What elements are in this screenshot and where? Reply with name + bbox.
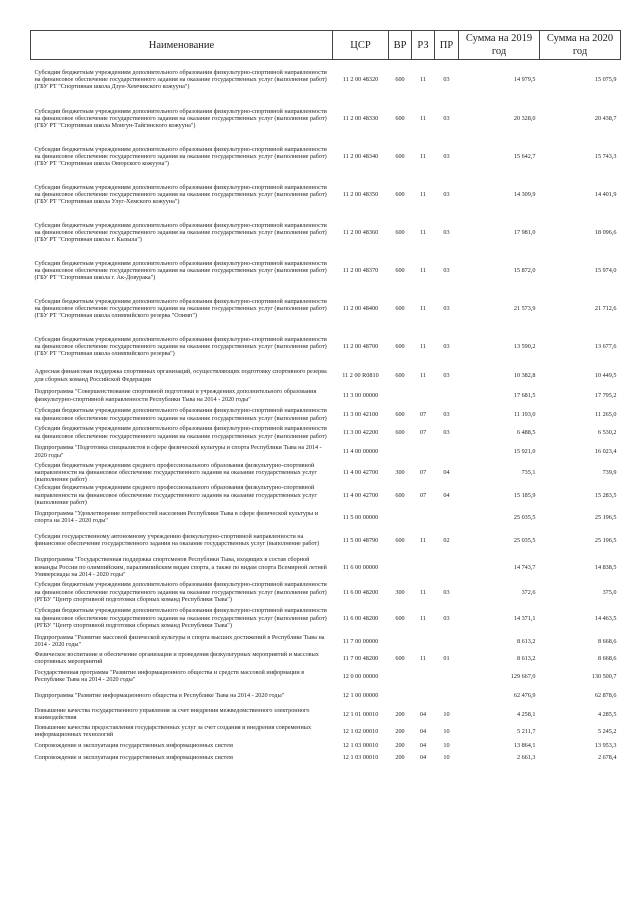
row-name: Субсидии бюджетным учреждениям дополнительного образования физкультурно-спортивной направленности на финансовое обеспечение государственного задания на оказание государственных услуг (выполнение работ) (ГБУ РТ "Спортивная школа олимпийского резерва "Олимп") — [34, 297, 327, 320]
row-name: Субсидии бюджетным учреждениям дополнительного образования физкультурно-спортивной направленности на финансовое обеспечение государственного задания на оказание государственных услуг (выполнение работ) (РГБУ "Центр спортивной подготовки сборных команд Республики Тыва") — [34, 607, 327, 630]
row-vr: 600 — [395, 114, 405, 122]
row-name: Субсидии государственному автономному учреждению физкультурно-спортивной направленности на финансовое обеспечение государственного задания на оказание государственных услуг (выполнение работ) — [34, 533, 320, 548]
row-pr — [435, 633, 459, 649]
row-rz: 11 — [420, 114, 426, 122]
table-row — [31, 723, 621, 739]
row-sum-2019: 15 642,7 — [513, 152, 536, 160]
table-row — [31, 705, 621, 723]
row-pr: 03 — [443, 266, 450, 274]
table-row — [31, 60, 621, 100]
row-name: Субсидии бюджетным учреждениям дополнительного образования физкультурно-спортивной направленности на финансовое обеспечение государственного задания на оказание государственных услуг (выполнение работ) (РГБУ "Центр спортивной подготовки сборных команд Республики Тыва") — [34, 581, 327, 604]
row-rz: 11 — [420, 654, 426, 662]
row-name: Субсидии бюджетным учреждениям дополнительного образования физкультурно-спортивной направленности на финансовое обеспечение государственного задания на оказание государственных услуг (выполнение работ) — [34, 407, 327, 422]
table-header-row — [31, 31, 621, 60]
row-csr: 11 6 00 00000 — [342, 563, 379, 571]
row-name: Подпрограмма "Государственная поддержка спортсменов Республики Тыва, входящих в состав сборной команды России по олимпийским, паралимпийским видам спорта, а также по видам спорта Всемирной летней Универсиады на 2014 - 2020 годы" — [34, 556, 327, 579]
row-rz: 11 — [420, 190, 426, 198]
row-sum-2020: 21 712,6 — [594, 304, 617, 312]
row-vr: 200 — [395, 710, 405, 718]
row-rz — [412, 386, 435, 406]
row-sum-2020: 8 668,6 — [597, 637, 617, 645]
table-row — [31, 328, 621, 366]
row-pr: 03 — [443, 614, 450, 622]
row-vr: 600 — [395, 228, 405, 236]
table-body — [31, 60, 621, 764]
row-pr — [435, 667, 459, 685]
table-row — [31, 649, 621, 667]
row-vr — [389, 442, 412, 462]
table-row — [31, 581, 621, 603]
header-sum-2019: Сумма на 2019 год — [459, 31, 540, 60]
row-pr — [435, 442, 459, 462]
row-sum-2020: 14 401,9 — [594, 190, 617, 198]
header-vr: ВР — [389, 31, 412, 60]
row-sum-2019: 15 921,0 — [513, 447, 536, 455]
row-vr: 600 — [395, 152, 405, 160]
row-name: Адресная финансовая поддержка спортивных организаций, осуществляющих подготовку спортивного резерва для сборных команд Российской Федерации — [34, 368, 327, 383]
row-sum-2020: 11 265,0 — [595, 410, 617, 418]
row-sum-2020: 15 283,5 — [594, 491, 617, 499]
row-rz: 11 — [420, 342, 426, 350]
row-name: Субсидии бюджетным учреждениям среднего профессионального образования физкультурно-спортивной направленности на финансовое обеспечение государственного задания на оказание государственных услуг (выполнение работ) — [34, 484, 317, 507]
row-name: Повышение качества государственного управления за счет внедрения межведомственного электронного взаимодействия — [34, 707, 310, 722]
header-pr: ПР — [435, 31, 459, 60]
row-sum-2019: 372,6 — [521, 588, 536, 596]
row-vr: 200 — [395, 727, 405, 735]
table-row — [31, 527, 621, 553]
row-sum-2019: 8 613,2 — [516, 654, 536, 662]
row-rz: 07 — [419, 410, 427, 418]
table-row — [31, 290, 621, 328]
row-sum-2019: 4 258,1 — [516, 710, 536, 718]
row-sum-2020: 2 678,4 — [597, 753, 617, 761]
row-sum-2019: 2 661,3 — [516, 753, 536, 761]
row-rz: 11 — [420, 76, 426, 84]
row-sum-2019: 25 035,5 — [513, 513, 536, 521]
row-vr: 600 — [395, 536, 405, 544]
table-row — [31, 507, 621, 527]
table-row — [31, 442, 621, 462]
row-vr: 200 — [395, 753, 405, 761]
table-row — [31, 138, 621, 176]
budget-table — [30, 30, 621, 763]
row-name: Подпрограмма "Удовлетворение потребностей населения Республики Тыва в сфере физической культуры и спорта на 2014 - 2020 годы" — [34, 510, 319, 525]
row-vr: 600 — [395, 342, 405, 350]
row-csr: 11 3 00 42200 — [342, 428, 379, 436]
row-csr: 12 1 01 00010 — [342, 710, 379, 718]
table-row — [31, 751, 621, 763]
row-rz: 11 — [420, 614, 426, 622]
row-pr: 03 — [443, 588, 450, 596]
row-csr: 11 2 00 48360 — [342, 228, 379, 236]
row-csr: 11 2 00 R0810 — [342, 371, 379, 379]
row-pr: 04 — [443, 491, 450, 499]
row-csr: 11 4 00 00000 — [342, 447, 379, 455]
budget-table-page — [30, 30, 620, 763]
row-sum-2019: 17 981,0 — [513, 228, 536, 236]
row-sum-2019: 17 681,5 — [513, 391, 536, 399]
row-vr: 300 — [395, 468, 405, 476]
row-name: Подпрограмма "Развитие информационного общества в Республике Тыва на 2014 - 2020 годы" — [34, 691, 285, 699]
row-csr: 11 6 00 48200 — [342, 614, 379, 622]
row-name: Субсидии бюджетным учреждениям дополнительного образования физкультурно-спортивной направленности на финансовое обеспечение государственного задания на оказание государственных услуг (выполнение работ) (ГБУ РТ "Спортивная школа Монгун-Тайгинского кожууна") — [34, 107, 327, 130]
row-rz: 11 — [420, 152, 426, 160]
table-row — [31, 667, 621, 685]
row-sum-2020: 375,0 — [602, 588, 617, 596]
row-name: Субсидии бюджетным учреждениям дополнительного образования физкультурно-спортивной направленности на финансовое обеспечение государственного задания на оказание государственных услуг (выполнение работ) — [34, 425, 327, 440]
row-sum-2020: 18 096,6 — [594, 228, 617, 236]
table-row — [31, 252, 621, 290]
row-sum-2020: 13 677,6 — [594, 342, 617, 350]
row-pr — [435, 507, 459, 527]
row-vr: 600 — [395, 190, 405, 198]
table-row — [31, 176, 621, 214]
table-row — [31, 739, 621, 751]
table-row — [31, 214, 621, 252]
row-vr: 300 — [395, 588, 405, 596]
row-pr: 03 — [443, 410, 450, 418]
row-sum-2019: 8 613,2 — [516, 637, 536, 645]
row-sum-2019: 25 035,5 — [513, 536, 536, 544]
row-sum-2020: 15 974,0 — [594, 266, 617, 274]
row-name: Государственная программа "Развитие информационного общества и средств массовой информации в Республике Тыва на 2014 - 2020 годы" — [34, 669, 305, 684]
row-pr: 10 — [443, 727, 450, 735]
row-csr: 11 7 00 48200 — [342, 654, 379, 662]
row-csr: 11 2 00 48340 — [342, 152, 379, 160]
row-sum-2019: 15 872,0 — [513, 266, 536, 274]
row-sum-2019: 14 743,7 — [513, 563, 536, 571]
table-row — [31, 366, 621, 386]
row-vr — [389, 553, 412, 581]
row-pr: 03 — [443, 228, 450, 236]
row-sum-2020: 16 023,4 — [594, 447, 617, 455]
row-name: Субсидии бюджетным учреждениям дополнительного образования физкультурно-спортивной направленности на финансовое обеспечение государственного задания на оказание государственных услуг (выполнение работ) (ГБУ РТ "Спортивная школа Дзун-Хемчикского кожууна") — [34, 68, 327, 91]
row-name: Субсидии бюджетным учреждениям дополнительного образования физкультурно-спортивной направленности на финансовое обеспечение государственного задания на оказание государственных услуг (выполнение работ) (ГБУ РТ "Спортивная школа Улуг-Хемского кожууна") — [34, 183, 327, 206]
row-name: Субсидии бюджетным учреждениям дополнительного образования физкультурно-спортивной направленности на финансовое обеспечение государственного задания на оказание государственных услуг (выполнение работ) (ГБУ РТ "Спортивная школа олимпийского резерва") — [34, 335, 327, 358]
row-rz — [412, 507, 435, 527]
row-pr — [435, 553, 459, 581]
row-csr: 11 3 00 42100 — [342, 410, 379, 418]
row-sum-2020: 130 500,7 — [591, 672, 617, 680]
row-sum-2020: 14 838,5 — [594, 563, 617, 571]
row-sum-2020: 739,9 — [602, 468, 617, 476]
row-rz: 04 — [419, 741, 427, 749]
row-rz: 11 — [420, 266, 426, 274]
row-sum-2019: 13 864,1 — [513, 741, 536, 749]
row-sum-2019: 62 476,9 — [513, 691, 536, 699]
row-csr: 12 1 03 00010 — [342, 741, 379, 749]
row-rz: 04 — [419, 753, 427, 761]
row-name: Повышение качества предоставления государственных услуг за счет создания и внедрения современных информационных технологий — [34, 724, 312, 739]
row-rz — [412, 633, 435, 649]
row-vr: 600 — [395, 304, 405, 312]
row-csr: 11 4 00 42700 — [342, 491, 379, 499]
row-rz — [412, 685, 435, 705]
row-sum-2019: 14 371,1 — [513, 614, 536, 622]
row-pr: 10 — [443, 710, 450, 718]
row-sum-2019: 129 667,0 — [510, 672, 536, 680]
row-sum-2019: 11 193,0 — [514, 410, 536, 418]
row-vr: 600 — [395, 614, 405, 622]
row-rz — [412, 442, 435, 462]
table-row — [31, 685, 621, 705]
row-sum-2020: 13 953,3 — [594, 741, 617, 749]
row-sum-2019: 10 382,8 — [513, 371, 536, 379]
row-csr: 11 2 00 48370 — [342, 266, 379, 274]
row-csr: 12 1 02 00010 — [342, 727, 379, 735]
row-csr: 11 5 00 00000 — [342, 513, 379, 521]
row-pr: 03 — [443, 342, 450, 350]
row-csr: 11 3 00 00000 — [342, 391, 379, 399]
row-rz: 04 — [419, 727, 427, 735]
row-pr: 02 — [443, 536, 450, 544]
row-sum-2020: 25 196,5 — [594, 536, 617, 544]
row-csr: 11 6 00 48200 — [342, 588, 379, 596]
row-pr: 03 — [443, 371, 450, 379]
row-vr: 600 — [395, 491, 405, 499]
table-row — [31, 553, 621, 581]
row-sum-2019: 735,1 — [521, 468, 536, 476]
header-name: Наименование — [31, 31, 333, 60]
header-sum-2020: Сумма на 2020 год — [540, 31, 621, 60]
row-sum-2019: 21 573,9 — [513, 304, 536, 312]
row-pr: 03 — [443, 304, 450, 312]
row-pr: 01 — [443, 654, 450, 662]
row-csr: 11 2 00 48330 — [342, 114, 379, 122]
row-vr: 600 — [395, 654, 405, 662]
row-csr: 12 1 03 00010 — [342, 753, 379, 761]
row-vr — [389, 633, 412, 649]
row-pr: 03 — [443, 190, 450, 198]
row-name: Физическое воспитание и обеспечение организации и проведения физкультурных мероприятий и массовых спортивных мероприятий — [34, 651, 319, 666]
row-vr: 600 — [395, 410, 405, 418]
row-csr: 12 1 00 00000 — [342, 691, 379, 699]
table-row — [31, 424, 621, 442]
row-sum-2019: 15 185,9 — [513, 491, 536, 499]
row-pr: 10 — [443, 753, 450, 761]
row-name: Подпрограмма "Развитие массовой физической культуры и спорта высших достижений в Республике Тыва на 2014 - 2020 годы" — [34, 634, 325, 649]
row-sum-2019: 5 211,7 — [517, 727, 536, 735]
table-row — [31, 406, 621, 424]
row-sum-2020: 8 668,6 — [597, 654, 617, 662]
row-sum-2020: 62 878,6 — [594, 691, 617, 699]
row-sum-2019: 14 309,9 — [513, 190, 536, 198]
row-sum-2020: 6 530,2 — [597, 428, 617, 436]
table-row — [31, 462, 621, 484]
header-rz: РЗ — [412, 31, 435, 60]
row-rz: 11 — [420, 588, 426, 596]
row-sum-2020: 15 743,3 — [594, 152, 617, 160]
row-sum-2019: 13 590,2 — [513, 342, 536, 350]
row-rz: 04 — [419, 710, 427, 718]
row-name: Субсидии бюджетным учреждениям дополнительного образования физкультурно-спортивной направленности на финансовое обеспечение государственного задания на оказание государственных услуг (выполнение работ) (ГБУ РТ "Спортивная школа Овюрского кожууна") — [34, 145, 327, 168]
row-rz: 11 — [420, 228, 426, 236]
row-csr: 11 2 00 48320 — [342, 76, 379, 84]
row-vr: 600 — [395, 371, 405, 379]
row-vr — [389, 386, 412, 406]
row-pr: 10 — [443, 741, 450, 749]
row-vr: 600 — [395, 76, 405, 84]
row-sum-2019: 14 979,5 — [513, 76, 536, 84]
row-csr: 11 7 00 00000 — [342, 637, 379, 645]
row-pr — [435, 386, 459, 406]
row-sum-2020: 15 075,9 — [594, 76, 617, 84]
header-csr: ЦСР — [333, 31, 389, 60]
row-name: Субсидии бюджетным учреждениям дополнительного образования физкультурно-спортивной направленности на финансовое обеспечение государственного задания на оказание государственных услуг (выполнение работ) (ГБУ РТ "Спортивная школа г. Кызыла") — [34, 221, 327, 244]
row-csr: 12 0 00 00000 — [342, 672, 379, 680]
row-pr: 03 — [443, 428, 450, 436]
row-rz: 07 — [419, 428, 427, 436]
row-pr: 04 — [443, 468, 450, 476]
row-sum-2019: 6 488,5 — [516, 428, 536, 436]
row-pr: 03 — [443, 76, 450, 84]
row-rz — [412, 553, 435, 581]
row-sum-2020: 20 438,7 — [594, 114, 617, 122]
row-sum-2020: 5 245,2 — [597, 727, 617, 735]
row-name: Сопровождение и эксплуатация государственных информационных систем — [34, 753, 233, 761]
row-rz: 11 — [420, 371, 426, 379]
table-row — [31, 633, 621, 649]
row-vr: 600 — [395, 266, 405, 274]
row-name: Подпрограмма "Подготовка специалистов в сфере физической культуры и спорта Республики Тыва на 2014 - 2020 годы" — [34, 444, 322, 459]
row-vr — [389, 667, 412, 685]
table-row — [31, 483, 621, 507]
row-csr: 11 5 00 48790 — [342, 536, 379, 544]
row-name: Подпрограмма "Совершенствование спортивной подготовки в учреждениях дополнительного образования физкультурно-спортивной направленности Республики Тыва на 2014 - 2020 годы" — [34, 388, 317, 403]
row-csr: 11 2 00 48700 — [342, 342, 379, 350]
row-vr — [389, 685, 412, 705]
row-sum-2020: 10 449,5 — [594, 371, 617, 379]
row-csr: 11 4 00 42700 — [342, 468, 379, 476]
row-csr: 11 2 00 48350 — [342, 190, 379, 198]
row-vr: 200 — [395, 741, 405, 749]
row-sum-2020: 17 795,2 — [594, 391, 617, 399]
row-name: Субсидии бюджетным учреждениям дополнительного образования физкультурно-спортивной направленности на финансовое обеспечение государственного задания на оказание государственных услуг (выполнение работ) (ГБУ РТ "Спортивная школа г. Ак-Довурака") — [34, 259, 327, 282]
row-vr: 600 — [395, 428, 405, 436]
row-rz — [412, 667, 435, 685]
row-name: Сопровождение и эксплуатация государственных информационных систем — [34, 741, 233, 749]
row-name: Субсидии бюджетным учреждениям среднего профессионального образования физкультурно-спортивной направленности на финансовое обеспечение государственного задания на оказание государственных услуг (выполнение работ) — [34, 461, 317, 484]
row-rz: 07 — [419, 468, 427, 476]
row-sum-2020: 14 463,5 — [594, 614, 617, 622]
table-row — [31, 603, 621, 633]
row-pr — [435, 685, 459, 705]
row-csr: 11 2 00 48400 — [342, 304, 379, 312]
row-rz: 11 — [420, 536, 426, 544]
table-row — [31, 100, 621, 138]
row-rz: 07 — [419, 491, 427, 499]
row-pr: 03 — [443, 114, 450, 122]
row-sum-2020: 25 196,5 — [594, 513, 617, 521]
row-sum-2019: 20 328,0 — [513, 114, 536, 122]
row-pr: 03 — [443, 152, 450, 160]
row-vr — [389, 507, 412, 527]
table-row — [31, 386, 621, 406]
row-rz: 11 — [420, 304, 426, 312]
row-sum-2020: 4 285,5 — [597, 710, 617, 718]
